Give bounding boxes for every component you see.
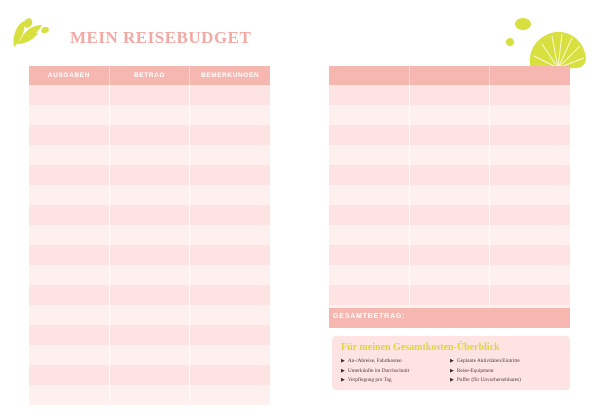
table-cell[interactable] <box>29 125 109 145</box>
column-header-2 <box>409 66 489 85</box>
column-header-3 <box>490 66 570 85</box>
table-row <box>329 105 570 125</box>
table-row <box>29 365 270 385</box>
table-cell[interactable] <box>329 205 409 225</box>
table-cell[interactable] <box>490 125 570 145</box>
table-cell[interactable] <box>490 225 570 245</box>
table-row <box>29 345 270 365</box>
table-row <box>29 265 270 285</box>
table-cell[interactable] <box>29 365 109 385</box>
leaf-sprig-icon <box>8 17 50 51</box>
table-cell[interactable] <box>109 325 189 345</box>
list-item: ▶ Puffer (für Unvorhersehbares) <box>450 377 521 383</box>
bullet-icon: ▶ <box>450 368 454 374</box>
table-cell[interactable] <box>329 105 409 125</box>
table-header-row <box>329 66 570 85</box>
table-cell[interactable] <box>29 385 109 405</box>
table-cell[interactable] <box>190 105 270 125</box>
table-cell[interactable] <box>109 225 189 245</box>
table-cell[interactable] <box>29 205 109 225</box>
seashell-icon <box>502 14 592 72</box>
table-cell[interactable] <box>109 205 189 225</box>
column-header-bemerkungen: BEMERKUNGEN <box>190 66 270 85</box>
table-cell[interactable] <box>409 185 489 205</box>
table-cell[interactable] <box>490 185 570 205</box>
table-cell[interactable] <box>29 305 109 325</box>
table-cell[interactable] <box>409 225 489 245</box>
table-cell[interactable] <box>329 245 409 265</box>
table-row <box>29 385 270 405</box>
table-row <box>329 185 570 205</box>
table-cell[interactable] <box>190 185 270 205</box>
table-cell[interactable] <box>109 265 189 285</box>
table-cell[interactable] <box>329 285 409 305</box>
table-cell[interactable] <box>190 125 270 145</box>
table-cell[interactable] <box>109 85 189 105</box>
table-row <box>29 165 270 185</box>
table-cell[interactable] <box>29 265 109 285</box>
table-cell[interactable] <box>29 105 109 125</box>
list-item: ▶ Geplante Aktivitäten/Eintritte <box>450 358 520 364</box>
table-cell[interactable] <box>409 125 489 145</box>
table-row <box>329 245 570 265</box>
table-row <box>29 285 270 305</box>
table-cell[interactable] <box>109 305 189 325</box>
list-item: ▶ Unterkünfte im Durchschnitt <box>341 367 410 374</box>
table-cell[interactable] <box>490 265 570 285</box>
table-row <box>29 225 270 245</box>
table-cell[interactable] <box>490 85 570 105</box>
budget-table-continued <box>329 66 570 325</box>
table-row <box>29 325 270 345</box>
table-cell[interactable] <box>329 145 409 165</box>
table-cell[interactable] <box>490 145 570 165</box>
table-cell[interactable] <box>409 105 489 125</box>
column-header-betrag: BETRAG <box>109 66 189 85</box>
table-cell[interactable] <box>109 125 189 145</box>
table-row <box>29 245 270 265</box>
table-cell[interactable] <box>29 145 109 165</box>
table-cell[interactable] <box>409 165 489 185</box>
bullet-icon: ▶ <box>450 378 454 383</box>
right-page <box>302 0 600 416</box>
table-cell[interactable] <box>109 185 189 205</box>
left-page <box>0 0 298 416</box>
overview-list-1 <box>341 357 449 386</box>
table-cell[interactable] <box>329 225 409 245</box>
table-cell[interactable] <box>109 385 189 405</box>
table-row <box>29 125 270 145</box>
table-cell[interactable] <box>490 245 570 265</box>
table-cell[interactable] <box>29 165 109 185</box>
cost-overview-box <box>332 336 570 390</box>
table-row <box>29 205 270 225</box>
overview-list-2 <box>450 357 568 386</box>
table-row <box>329 285 570 305</box>
bullet-icon: ▶ <box>450 359 454 364</box>
table-cell[interactable] <box>490 105 570 125</box>
table-row <box>329 225 570 245</box>
table-cell[interactable] <box>190 285 270 305</box>
bullet-icon: ▶ <box>341 368 345 374</box>
column-header-1 <box>329 66 409 85</box>
table-cell[interactable] <box>329 85 409 105</box>
table-cell[interactable] <box>29 225 109 245</box>
table-row <box>329 265 570 285</box>
table-cell[interactable] <box>190 365 270 385</box>
table-cell[interactable] <box>190 325 270 345</box>
table-row <box>29 105 270 125</box>
table-cell[interactable] <box>409 245 489 265</box>
table-cell[interactable] <box>190 205 270 225</box>
table-cell[interactable] <box>409 285 489 305</box>
list-item: ▶ Reise-Equipment <box>450 367 494 374</box>
table-row <box>329 205 570 225</box>
budget-table <box>29 66 270 405</box>
table-cell[interactable] <box>109 285 189 305</box>
table-cell[interactable] <box>190 145 270 165</box>
table-cell[interactable] <box>29 85 109 105</box>
table-cell[interactable] <box>190 245 270 265</box>
table-cell[interactable] <box>329 125 409 145</box>
table-row <box>29 145 270 165</box>
table-cell[interactable] <box>490 205 570 225</box>
overview-title: Für meinen Gesamtkosten-Überblick <box>341 342 500 353</box>
table-row <box>29 85 270 105</box>
bullet-icon: ▶ <box>341 378 345 383</box>
table-row <box>29 185 270 205</box>
table-row <box>329 125 570 145</box>
table-cell[interactable] <box>190 345 270 365</box>
table-cell[interactable] <box>409 205 489 225</box>
table-cell[interactable] <box>490 285 570 305</box>
table-cell[interactable] <box>190 305 270 325</box>
table-cell[interactable] <box>329 165 409 185</box>
table-cell[interactable] <box>109 105 189 125</box>
total-row <box>329 308 570 328</box>
table-cell[interactable] <box>29 285 109 305</box>
list-item: ▶ Verpflegung pro Tag <box>341 377 392 383</box>
table-row <box>29 305 270 325</box>
total-label: GESAMTBETRAG: <box>333 313 406 320</box>
table-cell[interactable] <box>190 265 270 285</box>
table-cell[interactable] <box>29 185 109 205</box>
table-cell[interactable] <box>409 85 489 105</box>
table-cell[interactable] <box>190 225 270 245</box>
table-cell[interactable] <box>190 165 270 185</box>
bullet-icon: ▶ <box>341 359 345 364</box>
column-header-ausgaben: AUSGABEN <box>29 66 109 85</box>
table-cell[interactable] <box>109 345 189 365</box>
table-cell[interactable] <box>29 345 109 365</box>
table-cell[interactable] <box>29 245 109 265</box>
table-row <box>329 145 570 165</box>
page-title: MEIN REISEBUDGET <box>70 28 252 47</box>
table-header-row <box>29 66 270 85</box>
table-cell[interactable] <box>109 145 189 165</box>
table-cell[interactable] <box>329 185 409 205</box>
list-item: ▶ An-/Abreise, Fahrtkosten <box>341 358 402 364</box>
table-cell[interactable] <box>490 165 570 185</box>
table-cell[interactable] <box>190 85 270 105</box>
table-cell[interactable] <box>329 265 409 285</box>
table-cell[interactable] <box>409 265 489 285</box>
table-cell[interactable] <box>109 245 189 265</box>
table-row <box>329 165 570 185</box>
table-cell[interactable] <box>190 385 270 405</box>
table-cell[interactable] <box>109 365 189 385</box>
table-cell[interactable] <box>409 145 489 165</box>
table-row <box>329 85 570 105</box>
table-cell[interactable] <box>29 325 109 345</box>
table-cell[interactable] <box>109 165 189 185</box>
